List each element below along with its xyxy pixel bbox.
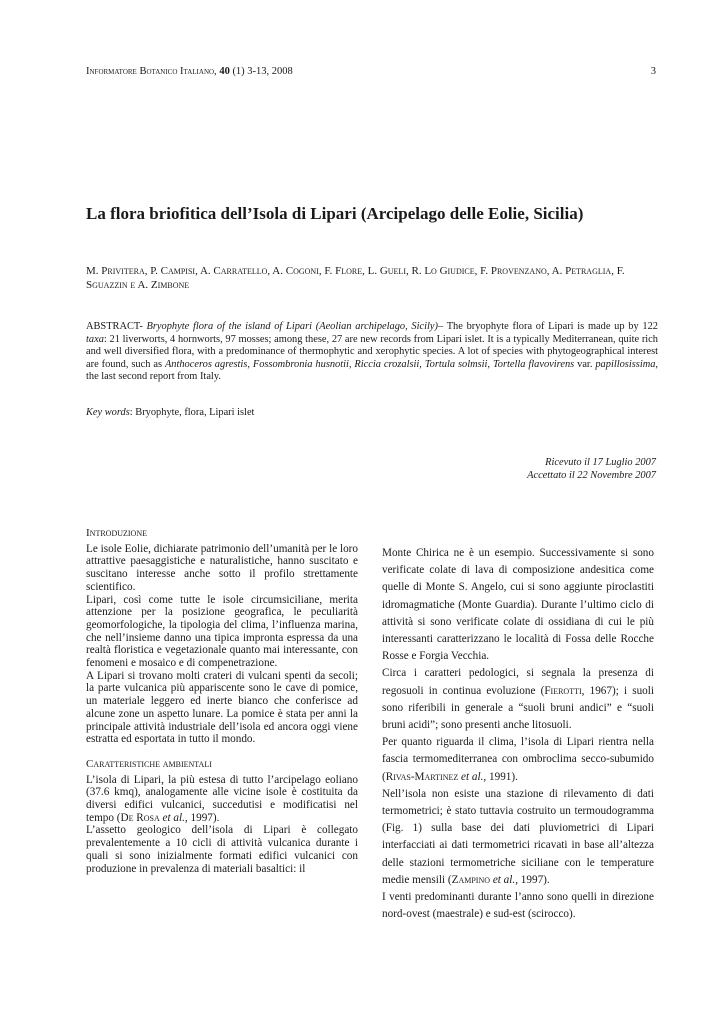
paragraph-text: , 1997). <box>184 811 220 824</box>
abstract-variety: papillosissima <box>595 358 656 370</box>
citation-author: Rivas-Martinez <box>385 770 459 783</box>
left-column <box>86 527 358 875</box>
paragraph: Monte Chirica ne è un esempio. Successivamente si sono verificate colate di lava di composizione andesitica come quelle di Monte S. Angelo, cui si sono aggiunte piroclastiti idromagmatiche (Monte Guardia). Durante l’ultimo ciclo di attività si sono verificate colate di ossidiana di cui le più interessanti caratterizzano le località di Fossa delle Rocche Rosse e Forgia Vecchia. <box>382 547 654 663</box>
paragraph: L’assetto geologico dell’isola di Lipari è collegato prevalentemente a 10 cicli di attività vulcanica durante i quali si sono inizialmente formati edifici vulcanici con produzione in prevalenza di materiali basaltici: il <box>86 824 358 875</box>
abstract-text-4: , the last second report from Italy. <box>86 358 659 383</box>
paragraph <box>382 786 654 889</box>
citation-etal: et al. <box>461 770 484 783</box>
paragraph: Lipari, così come tutte le isole circumsiciliane, merita attenzione per la posizione geografica, le peculiarità geomorfologiche, la tipologia del clima, l’influenza marina, che nell’insieme danno una tipica impronta espressa da una realtà floristica e vegetazionale quanto mai interessante, con fenomeni e mosaico e di compenetrazione. <box>86 593 358 670</box>
abstract <box>86 321 658 384</box>
paragraph-text: , 1991). <box>483 770 518 783</box>
submission-dates <box>527 456 656 482</box>
page-number: 3 <box>650 66 656 77</box>
paragraph-text: , 1967); i suoli sono riferibili in generale a “suoli bruni andici” e “suoli bruni acidi”; sono presenti anche litosuoli. <box>382 684 654 732</box>
citation-author: Zampino <box>451 873 491 886</box>
abstract-english-title: Bryophyte flora of the island of Lipari (Aeolian archipelago, Sicily) <box>146 321 438 332</box>
paragraph <box>382 665 654 734</box>
abstract-species-list: Anthoceros agrestis, Fossombronia husnotii, Riccia crozalsii, Tortula solmsii, Tortella flavovirens <box>164 358 575 370</box>
citation-author: De Rosa <box>120 811 160 824</box>
paragraph: A Lipari si trovano molti crateri di vulcani spenti da secoli; la parte vulcanica più appariscente sono le cave di pomice, un materiale leggero ed inerte bianco che conferisce ad alcune zone un aspetto lunare. La pomice è stata per anni la principale attività industriale dell’isola ed ancora oggi viene estratta ed esportata in tutto il mondo. <box>86 669 358 746</box>
abstract-text-3: var. <box>574 358 596 370</box>
abstract-text-1: – The bryophyte flora of Lipari is made up by 122 <box>437 321 658 332</box>
article-title: La flora briofitica dell’Isola di Lipari (Arcipelago delle Eolie, Sicilia) <box>86 204 584 223</box>
keywords-label: Key words <box>86 407 130 418</box>
abstract-label: ABSTRACT- <box>86 321 143 332</box>
paragraph: I venti predominanti durante l’anno sono quelli in direzione nord-ovest (maestrale) e sud-est (scirocco). <box>382 891 654 921</box>
right-column <box>382 545 654 923</box>
author-list: M. Privitera, P. Campisi, A. Carratello, A. Cogoni, F. Flore, L. Gueli, R. Lo Giudice, F. Provenzano, A. Petraglia, F. Sguazzin e A. Zimbone <box>86 265 625 291</box>
citation-etal: et al. <box>162 811 185 824</box>
paragraph-text: Nell’isola non esiste una stazione di rilevamento di dati termometrici; è stato tuttavia costruito un termoudogramma (Fig. 1) sulla base dei dati pluviometrici di Lipari interfacciati ai dati termometrici ricavati in base all’altezza delle stazioni termometriche siciliane con le temperature medie mensili ( <box>382 787 654 886</box>
paragraph <box>86 774 358 825</box>
paragraph-text: , 1997). <box>515 873 550 886</box>
citation-author: Fierotti <box>544 684 582 697</box>
citation-etal: et al. <box>492 873 516 886</box>
running-header <box>86 66 656 77</box>
abstract-taxa: taxa <box>86 333 104 345</box>
paragraph-text: Per quanto riguarda il clima, l’isola di Lipari rientra nella fascia termomediterranea con ombroclima secco-subumido ( <box>382 736 654 783</box>
section-heading-introduzione: Introduzione <box>86 527 147 539</box>
journal-volume: 40 <box>219 66 230 77</box>
journal-issue: (1) 3-13, 2008 <box>232 66 293 77</box>
paragraph-text: Circa i caratteri pedologici, si segnala la presenza di regosuoli in continua evoluzione ( <box>382 667 654 697</box>
paragraph: Le isole Eolie, dichiarate patrimonio dell’umanità per le loro attrattive paesaggistiche e naturalistiche, hanno suscitato e suscitano interesse anche sotto il profilo strettamente scientifico. <box>86 542 358 593</box>
received-date: Ricevuto il 17 Luglio 2007 <box>545 457 656 468</box>
abstract-text-2: : 21 liverworts, 4 hornworts, 97 mosses; among these, 27 are new records from Lipari islet. It is a typically Mediterranean, quite rich and well diversified flora, with a predominance of thermophytic and xerophytic species. A lot of species with phytogeographical interest are found, such as <box>86 333 658 370</box>
accepted-date: Accettato il 22 Novembre 2007 <box>527 470 656 481</box>
paragraph <box>382 734 654 786</box>
journal-name: Informatore Botanico Italiano, <box>86 66 217 77</box>
keywords <box>86 407 658 418</box>
section-heading-caratteristiche: Caratteristiche ambientali <box>86 757 212 770</box>
paragraph-text: L’isola di Lipari, la più estesa di tutto l’arcipelago eoliano (37.6 kmq), analogamente alle vicine isole è costituita da diversi edifici vulcanici, succedutisi e modificatisi nel tempo ( <box>86 773 358 824</box>
keywords-text: : Bryophyte, flora, Lipari islet <box>129 407 255 418</box>
